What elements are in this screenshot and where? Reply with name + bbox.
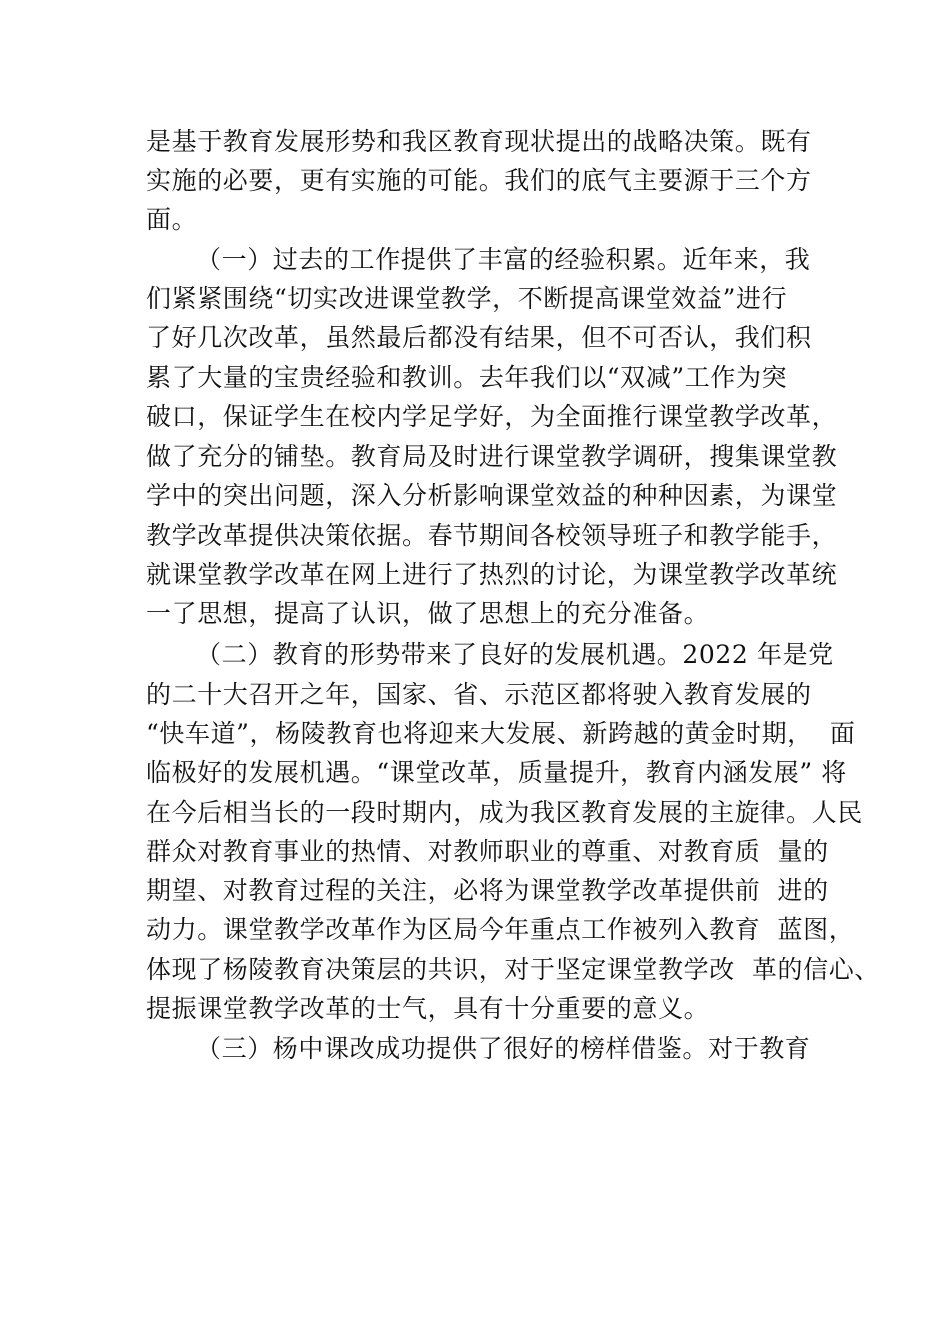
- text-line: 期望、对教育过程的关注，必将为课堂教学改革提供前 进的: [146, 876, 829, 905]
- text-line: 在今后相当长的一段时期内，成为我区教育发展的主旋律。人民: [146, 798, 863, 827]
- text-line: 是基于教育发展形势和我区教育现状提出的战略决策。既有: [146, 127, 812, 156]
- text-line: 临极好的发展机遇。“课堂改革，质量提升，教育内涵发展” 将: [146, 758, 847, 787]
- text-line: “快车道”，杨陵教育也将迎来大发展、新跨越的黄金时期， 面: [146, 719, 856, 748]
- text-line: 了好几次改革，虽然最后都没有结果，但不可否认，我们积: [146, 323, 812, 352]
- text-line: 体现了杨陵教育决策层的共识，对于坚定课堂教学改 革的信心、: [146, 955, 880, 984]
- text-line: 群众对教育事业的热情、对教师职业的尊重、对教育质 量的: [146, 837, 829, 866]
- text-line: 的二十大召开之年，国家、省、示范区都将驶入教育发展的: [146, 680, 812, 709]
- text-line: 就课堂教学改革在网上进行了热烈的讨论，为课堂教学改革统: [146, 560, 838, 589]
- text-line: 实施的必要，更有实施的可能。我们的底气主要源于三个方: [146, 166, 812, 195]
- paragraph-heading-3: （三）杨中课改成功提供了很好的榜样借鉴。对于教育: [196, 1034, 811, 1063]
- text-line: 一了思想，提高了认识，做了思想上的充分准备。: [146, 599, 710, 628]
- text-line: 面。: [146, 205, 198, 234]
- text-line: 们紧紧围绕“切实改进课堂教学，不断提高课堂效益”进行: [146, 284, 788, 313]
- paragraph-heading-1: （一）过去的工作提供了丰富的经验积累。近年来，我: [196, 245, 811, 274]
- text-line: 提振课堂教学改革的士气，具有十分重要的意义。: [146, 994, 710, 1023]
- text-line: 破口，保证学生在校内学足学好，为全面推行课堂教学改革，: [146, 402, 838, 431]
- text-line: 动力。课堂教学改革作为区局今年重点工作被列入教育 蓝图，: [146, 915, 855, 944]
- text-line: 做了充分的铺垫。教育局及时进行课堂教学调研，搜集课堂教: [146, 442, 838, 471]
- text-line: 累了大量的宝贵经验和教训。去年我们以“双减”工作为突: [146, 363, 788, 392]
- paragraph-heading-2: （二）教育的形势带来了良好的发展机遇。2022 年是党: [196, 640, 834, 669]
- text-line: 学中的突出问题，深入分析影响课堂效益的种种因素，为课堂: [146, 481, 838, 510]
- text-line: 教学改革提供决策依据。春节期间各校领导班子和教学能手，: [146, 521, 838, 550]
